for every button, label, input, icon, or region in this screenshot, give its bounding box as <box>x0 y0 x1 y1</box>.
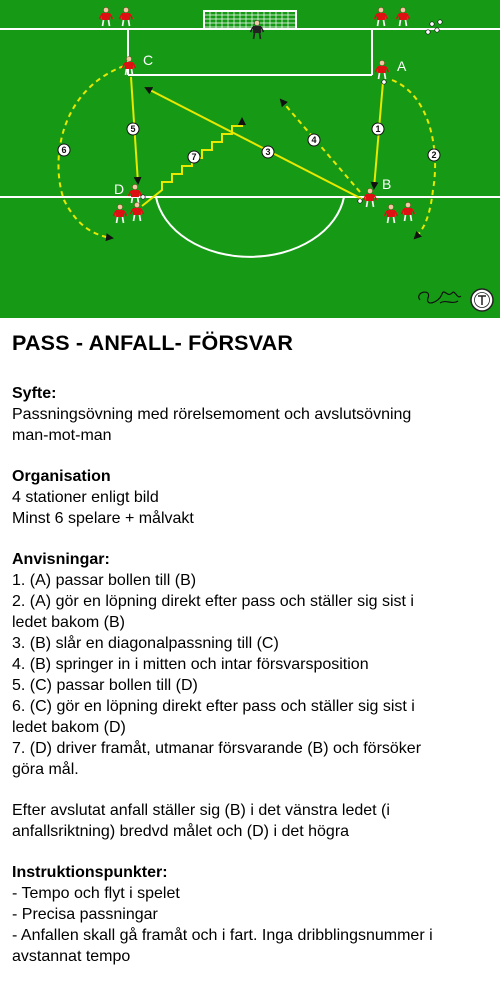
bullet-line: - Tempo och flyt i spelet <box>12 885 180 902</box>
label-b: B <box>382 176 392 192</box>
section-efter <box>12 800 496 842</box>
bullet-line: avstannat tempo <box>12 948 131 965</box>
svg-text:6: 6 <box>61 145 67 155</box>
section-heading: Organisation <box>12 468 111 485</box>
section-instruktionspunkter <box>12 862 496 967</box>
badge-7 <box>188 151 200 163</box>
ball <box>141 195 145 199</box>
page-title: PASS - ANFALL- FÖRSVAR <box>12 331 294 355</box>
badge-3 <box>262 146 274 158</box>
instruction-line: 4. (B) springer in i mitten och intar försvarsposition <box>12 656 369 673</box>
pitch-diagram <box>0 0 500 318</box>
instruction-line: 6. (C) gör en löpning direkt efter pass och ställer sig sist i <box>12 698 415 715</box>
text-line: Passningsövning med rörelsemoment och avslutsövning <box>12 406 412 423</box>
svg-text:5: 5 <box>130 124 136 134</box>
ball <box>430 22 434 26</box>
svg-text:4: 4 <box>311 135 317 145</box>
label-d: D <box>114 181 125 197</box>
bullet-line: - Precisa passningar <box>12 906 158 923</box>
instruction-line: 7. (D) driver framåt, utmanar försvarande (B) och försöker <box>12 740 422 757</box>
text-line: 4 stationer enligt bild <box>12 489 159 506</box>
section-syfte <box>12 383 496 446</box>
instruction-line: 1. (A) passar bollen till (B) <box>12 572 197 589</box>
instruction-line: 3. (B) slår en diagonalpassning till (C) <box>12 635 279 652</box>
text-line: Minst 6 spelare + målvakt <box>12 510 194 527</box>
instruction-line: ledet bakom (D) <box>12 719 126 736</box>
ball <box>382 80 386 84</box>
text-line: man-mot-man <box>12 427 112 444</box>
instruction-line: göra mål. <box>12 761 79 778</box>
badge-4 <box>308 134 320 146</box>
bullet-line: - Anfallen skall gå framåt och i fart. Inga dribblingsnummer i <box>12 927 433 944</box>
label-a: A <box>397 58 407 74</box>
ball <box>426 30 430 34</box>
badge-5 <box>127 123 139 135</box>
text-line: anfallsriktning) bredvd målet och (D) i det högra <box>12 823 350 840</box>
section-anvisningar <box>12 549 496 780</box>
text-line: Efter avslutat anfall ställer sig (B) i det vänstra ledet (i <box>12 802 390 819</box>
instruction-line: ledet bakom (B) <box>12 614 125 631</box>
club-seal-icon <box>471 289 493 311</box>
badge-6 <box>58 144 70 156</box>
ball <box>438 20 442 24</box>
instruction-line: 2. (A) gör en löpning direkt efter pass och ställer sig sist i <box>12 593 414 610</box>
grass <box>0 0 500 318</box>
section-heading: Syfte: <box>12 385 57 402</box>
section-heading: Instruktionspunkter: <box>12 864 168 881</box>
section-organisation <box>12 466 496 529</box>
svg-text:7: 7 <box>191 152 197 162</box>
label-c: C <box>143 52 154 68</box>
badge-2 <box>428 149 440 161</box>
instruction-line: 5. (C) passar bollen till (D) <box>12 677 198 694</box>
svg-text:1: 1 <box>375 124 381 134</box>
exercise-description <box>12 326 496 967</box>
svg-text:2: 2 <box>431 150 437 160</box>
svg-text:3: 3 <box>265 147 271 157</box>
section-heading: Anvisningar: <box>12 551 110 568</box>
badge-1 <box>372 123 384 135</box>
ball <box>358 199 362 203</box>
ball <box>435 28 439 32</box>
